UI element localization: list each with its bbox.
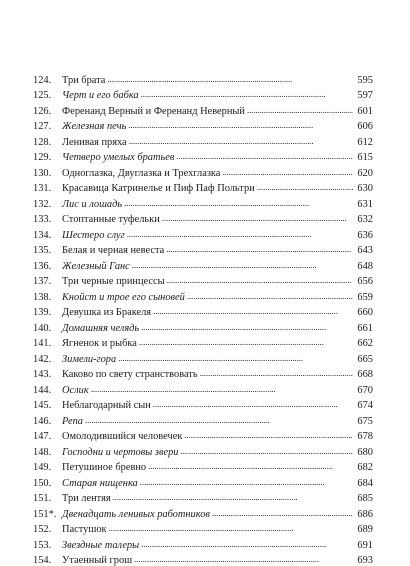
toc-dot-leader — [113, 493, 353, 502]
toc-entry — [33, 132, 373, 148]
toc-entry — [33, 427, 373, 443]
toc-dot-leader — [140, 478, 353, 487]
toc-dot-leader — [153, 307, 353, 316]
toc-entry-page: 670 — [353, 385, 373, 396]
toc-entry-title: Четверо умелых братьев — [62, 152, 176, 163]
toc-entry-number: 140. — [33, 323, 53, 334]
toc-entry-title: Шестеро слуг — [62, 230, 127, 241]
toc-entry-page: 612 — [353, 137, 373, 148]
toc-dot-leader — [129, 137, 353, 146]
toc-dot-leader — [247, 106, 353, 115]
toc-entry-page: 668 — [353, 369, 373, 380]
toc-entry — [33, 241, 373, 257]
toc-entry — [33, 272, 373, 288]
toc-entry-number: 130. — [33, 168, 53, 179]
toc-entry-page: 660 — [353, 307, 373, 318]
toc-entry-title: Лис и лошадь — [62, 199, 124, 210]
toc-entry — [33, 551, 373, 566]
toc-entry — [33, 117, 373, 133]
toc-entry-page: 684 — [353, 478, 373, 489]
toc-dot-leader — [184, 431, 353, 440]
toc-entry-title: Петушиное бревно — [62, 462, 148, 473]
toc-dot-leader — [187, 292, 353, 301]
toc-entry-page: 648 — [353, 261, 373, 272]
toc-entry-title: Домашняя челядь — [62, 323, 141, 334]
table-of-contents — [33, 70, 373, 566]
toc-dot-leader — [180, 447, 353, 456]
toc-entry-number: 145. — [33, 400, 53, 411]
toc-entry-title: Старая нищенка — [62, 478, 140, 489]
toc-entry — [33, 520, 373, 536]
toc-dot-leader — [153, 400, 353, 409]
toc-entry-title: Одноглазка, Двуглазка и Трехглазка — [62, 168, 222, 179]
toc-entry — [33, 473, 373, 489]
toc-entry-number: 143. — [33, 369, 53, 380]
toc-entry-title: Стоптанные туфельки — [62, 214, 162, 225]
toc-entry-page: 601 — [353, 106, 373, 117]
toc-entry-title: Омолодившийся человечек — [62, 431, 184, 442]
toc-entry-number: 142. — [33, 354, 53, 365]
toc-entry-page: 659 — [353, 292, 373, 303]
toc-entry-number: 136. — [33, 261, 53, 272]
toc-entry-title: Утаенный грош — [62, 555, 134, 566]
toc-entry-number: 129. — [33, 152, 53, 163]
toc-dot-leader — [139, 338, 353, 347]
toc-entry — [33, 70, 373, 86]
toc-entry-number: 149. — [33, 462, 53, 473]
toc-entry-number: 148. — [33, 447, 53, 458]
toc-entry-number: 146. — [33, 416, 53, 427]
toc-dot-leader — [91, 385, 353, 394]
toc-entry — [33, 225, 373, 241]
toc-entry-page: 686 — [353, 509, 373, 520]
toc-dot-leader — [141, 323, 353, 332]
toc-entry-title: Три брата — [62, 75, 107, 86]
toc-entry-number: 133. — [33, 214, 53, 225]
toc-entry-page: 685 — [353, 493, 373, 504]
toc-dot-leader — [166, 245, 353, 254]
toc-entry-page: 689 — [353, 524, 373, 535]
toc-entry-title: Ференанд Верный и Ференанд Неверный — [62, 106, 247, 117]
toc-entry-title: Девушка из Бракеля — [62, 307, 153, 318]
toc-entry-title: Красавица Катринелье и Пиф Паф Польтри — [62, 183, 257, 194]
toc-entry-number: 128. — [33, 137, 53, 148]
toc-entry — [33, 442, 373, 458]
toc-entry-number: 131. — [33, 183, 53, 194]
toc-entry-page: 615 — [353, 152, 373, 163]
toc-entry-number: 127. — [33, 121, 53, 132]
toc-entry-title: Ягненок и рыбка — [62, 338, 139, 349]
toc-entry — [33, 194, 373, 210]
toc-entry — [33, 334, 373, 350]
toc-dot-leader — [109, 524, 353, 533]
toc-entry-page: 636 — [353, 230, 373, 241]
toc-entry — [33, 210, 373, 226]
toc-entry — [33, 535, 373, 551]
toc-dot-leader — [141, 540, 353, 549]
toc-entry-number: 147. — [33, 431, 53, 442]
toc-entry-title: Три лентяя — [62, 493, 113, 504]
toc-entry-number: 153. — [33, 540, 53, 551]
toc-entry-title: Кнойст и трое его сыновей — [62, 292, 187, 303]
toc-entry — [33, 287, 373, 303]
toc-entry-page: 661 — [353, 323, 373, 334]
toc-entry — [33, 148, 373, 164]
toc-entry-number: 141. — [33, 338, 53, 349]
toc-entry-page: 656 — [353, 276, 373, 287]
toc-entry-number: 144. — [33, 385, 53, 396]
toc-entry-page: 691 — [353, 540, 373, 551]
toc-entry-title: Каково по свету странствовать — [62, 369, 200, 380]
toc-dot-leader — [85, 416, 353, 425]
toc-entry-number: 137. — [33, 276, 53, 287]
toc-entry-title: Белая и черная невеста — [62, 245, 166, 256]
toc-entry — [33, 256, 373, 272]
toc-dot-leader — [200, 369, 353, 378]
toc-entry-page: 665 — [353, 354, 373, 365]
toc-entry — [33, 179, 373, 195]
toc-entry-number: 152. — [33, 524, 53, 535]
toc-dot-leader — [124, 199, 353, 208]
toc-entry-page: 606 — [353, 121, 373, 132]
toc-dot-leader — [148, 462, 353, 471]
toc-entry — [33, 318, 373, 334]
toc-dot-leader — [107, 75, 353, 84]
toc-entry — [33, 504, 373, 520]
toc-entry-title: Господни и чертовы звери — [62, 447, 180, 458]
toc-entry — [33, 489, 373, 505]
toc-dot-leader — [167, 276, 353, 285]
toc-entry-page: 631 — [353, 199, 373, 210]
toc-entry — [33, 163, 373, 179]
toc-entry-number: 126. — [33, 106, 53, 117]
toc-entry-number: 138. — [33, 292, 53, 303]
toc-entry — [33, 349, 373, 365]
toc-entry-page: 620 — [353, 168, 373, 179]
toc-entry-page: 632 — [353, 214, 373, 225]
toc-dot-leader — [134, 555, 353, 564]
toc-entry — [33, 86, 373, 102]
toc-dot-leader — [257, 183, 353, 192]
toc-entry-title: Неблагодарный сын — [62, 400, 153, 411]
toc-entry-title: Ленивая пряха — [62, 137, 129, 148]
toc-entry-title: Звездные талеры — [62, 540, 141, 551]
toc-entry — [33, 458, 373, 474]
toc-entry-page: 675 — [353, 416, 373, 427]
toc-entry-number: 132. — [33, 199, 53, 210]
toc-entry-title: Двенадцать ленивых работников — [62, 509, 212, 520]
toc-entry-number: 135. — [33, 245, 53, 256]
toc-entry-title: Ослик — [62, 385, 91, 396]
toc-entry-page: 597 — [353, 90, 373, 101]
toc-entry-number: 134. — [33, 230, 53, 241]
toc-entry-title: Три черные принцессы — [62, 276, 167, 287]
toc-entry-number: 151. — [33, 493, 53, 504]
toc-entry-page: 643 — [353, 245, 373, 256]
toc-dot-leader — [118, 354, 353, 363]
toc-entry-title: Зимели-гора — [62, 354, 118, 365]
toc-dot-leader — [127, 230, 353, 239]
toc-entry-title: Репа — [62, 416, 85, 427]
toc-dot-leader — [212, 509, 353, 518]
toc-dot-leader — [176, 152, 353, 161]
toc-entry-number: 151*. — [33, 509, 53, 520]
toc-entry — [33, 411, 373, 427]
toc-entry-page: 682 — [353, 462, 373, 473]
toc-dot-leader — [132, 261, 353, 270]
toc-entry-title: Железная печь — [62, 121, 128, 132]
toc-entry — [33, 303, 373, 319]
toc-dot-leader — [162, 214, 353, 223]
toc-entry-number: 125. — [33, 90, 53, 101]
toc-entry-page: 693 — [353, 555, 373, 566]
toc-entry-page: 680 — [353, 447, 373, 458]
toc-entry-number: 150. — [33, 478, 53, 489]
toc-entry-title: Пастушок — [62, 524, 109, 535]
toc-entry-number: 124. — [33, 75, 53, 86]
toc-entry-page: 674 — [353, 400, 373, 411]
toc-entry-page: 595 — [353, 75, 373, 86]
toc-entry-page: 678 — [353, 431, 373, 442]
toc-dot-leader — [222, 168, 353, 177]
toc-entry — [33, 365, 373, 381]
toc-entry-number: 154. — [33, 555, 53, 566]
toc-entry — [33, 380, 373, 396]
toc-entry-number: 139. — [33, 307, 53, 318]
toc-entry-title: Железный Ганс — [62, 261, 132, 272]
toc-entry-page: 662 — [353, 338, 373, 349]
toc-dot-leader — [141, 90, 353, 99]
toc-entry — [33, 396, 373, 412]
toc-dot-leader — [128, 121, 353, 130]
toc-entry-page: 630 — [353, 183, 373, 194]
toc-entry-title: Черт и его бабка — [62, 90, 141, 101]
toc-entry — [33, 101, 373, 117]
